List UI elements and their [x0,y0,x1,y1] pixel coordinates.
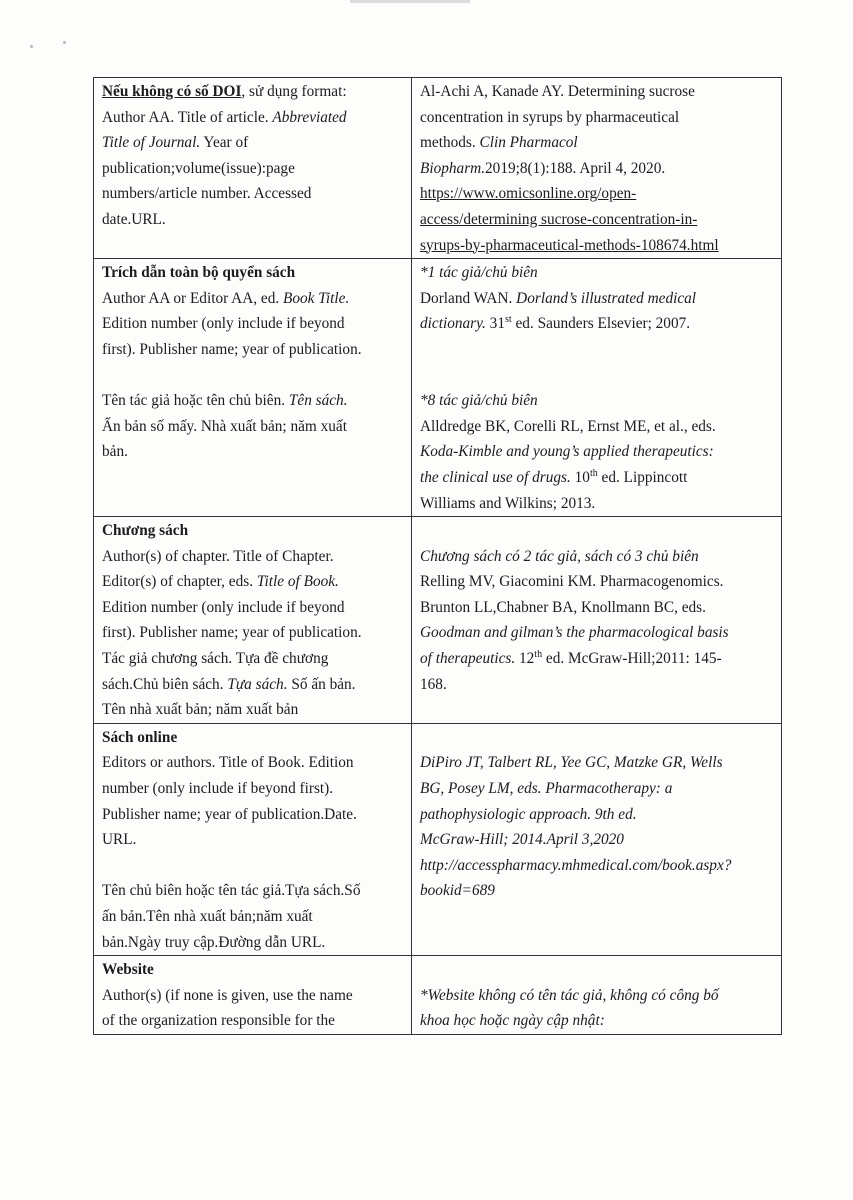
scan-dot [63,41,66,44]
example-cell: Chương sách có 2 tác giả, sách có 3 chủ biên Relling MV, Giacomini KM. Pharmacogenomics. Brunton LL,Chabner BA, Knollmann BC, eds. Goodman and gilman’s the pharmacological basis of therapeutics. 12th ed. McGraw-Hill;2011: 145- 168. [412,517,782,724]
section-heading-online-book: Sách online [102,728,178,746]
format-cell: Nếu không có số DOI, sử dụng format: Author AA. Title of article. Abbreviated Title of Journal. Year of publication;volume(issue):page numbers/article number. Accessed date.URL. [94,78,412,259]
table-row [94,956,782,1035]
article-url-link[interactable]: https://www.omicsonline.org/open- access/determining sucrose-concentration-in- syrups-by-pharmaceutical-methods-108674.html [420,185,719,254]
example-cell: *1 tác giả/chủ biên Dorland WAN. Dorland’s illustrated medical dictionary. 31st ed. Saunders Elsevier; 2007. *8 tác giả/chủ biên Alldredge BK, Corelli RL, Ernst ME, et al., eds. Koda-Kimble and young’s applied therapeutics: the clinical use of drugs. 10th ed. Lippincott Williams and Wilkins; 2013. [412,259,782,517]
format-cell: Chương sách Author(s) of chapter. Title of Chapter. Editor(s) of chapter, eds. Title of Book. Edition number (only include if beyond first). Publisher name; year of publication. Tác giả chương sách. Tựa đề chương sách.Chủ biên sách. Tựa sách. Số ấn bản. Tên nhà xuất bản; năm xuất bản [94,517,412,724]
online-book-url[interactable]: http://accesspharmacy.mhmedical.com/book.aspx? [420,856,732,874]
format-cell: Sách online Editors or authors. Title of Book. Edition number (only include if beyond first). Publisher name; year of publication.Date. URL. Tên chủ biên hoặc tên tác giả.Tựa sách.Số ấn bản.Tên nhà xuất bản;năm xuất bản.Ngày truy cập.Đường dẫn URL. [94,723,412,955]
section-heading-book: Trích dẫn toàn bộ quyển sách [102,264,296,282]
format-cell: Trích dẫn toàn bộ quyển sách Author AA or Editor AA, ed. Book Title. Edition number (only include if beyond first). Publisher name; year of publication. Tên tác giả hoặc tên chủ biên. Tên sách. Ấn bản số mấy. Nhà xuất bản; năm xuất bản. [94,259,412,517]
scan-artifact-top [350,0,470,3]
example-cell: *Website không có tên tác giả, không có công bố khoa học hoặc ngày cập nhật: [412,956,782,1035]
table-row [94,78,782,259]
section-heading-website: Website [102,961,154,979]
table-row [94,517,782,724]
example-cell: Al-Achi A, Kanade AY. Determining sucrose concentration in syrups by pharmaceutical methods. Clin Pharmacol Biopharm.2019;8(1):188. April 4, 2020. https://www.omicsonline.org/open- access/determining sucrose-concentration-in- syrups-by-pharmaceutical-methods-108674.html [412,78,782,259]
table-row [94,259,782,517]
example-cell: DiPiro JT, Talbert RL, Yee GC, Matzke GR, Wells BG, Posey LM, eds. Pharmacotherapy: a pathophysiologic approach. 9th ed. McGraw-Hill; 2014.April 3,2020 http://accesspharmacy.mhmedical.com/book.aspx? bookid=689 [412,723,782,955]
no-doi-heading: Nếu không có số DOI [102,83,242,100]
scan-dot [30,45,33,48]
citation-format-table [93,77,782,1035]
format-cell: Website Author(s) (if none is given, use the name of the organization responsible for the [94,956,412,1035]
table-row [94,723,782,955]
section-heading-chapter: Chương sách [102,522,189,540]
